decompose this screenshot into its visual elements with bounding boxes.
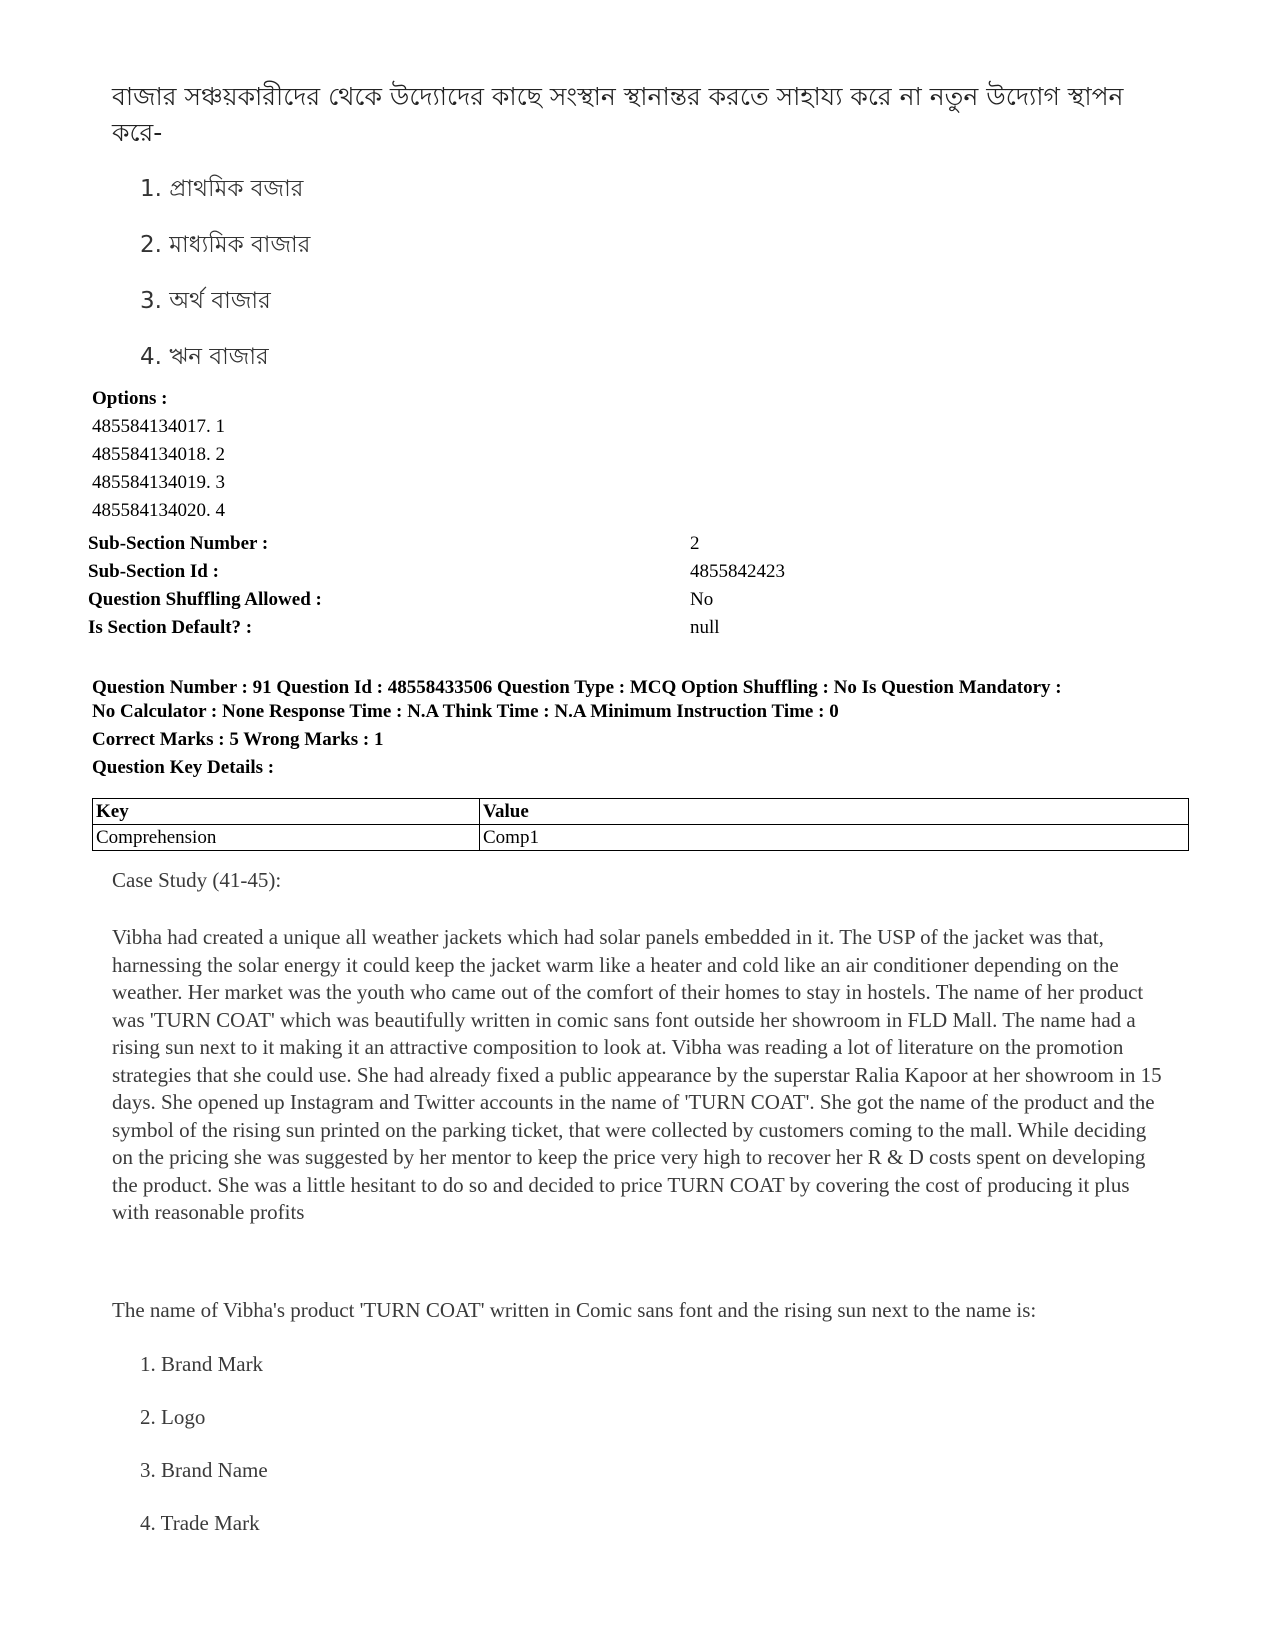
question-shuffling-label: Question Shuffling Allowed : — [88, 589, 322, 610]
option-id-3: 485584134019. 3 — [92, 472, 225, 493]
choice-1: 1. Brand Mark — [140, 1352, 264, 1376]
subsection-id-value: 4855842423 — [690, 561, 785, 582]
subsection-number-value: 2 — [690, 533, 700, 554]
question-header-line2: No Calculator : None Response Time : N.A Think Time : N.A Minimum Instruction Time : 0 — [92, 701, 839, 722]
case-study-text: Vibha had created a unique all weather jackets which had solar panels embedded in it. The USP of the jacket was that, harnessing the solar energy it could keep the jacket warm like a heater and cold like an air conditioner depending on the weather. Her market was the youth who came out of the comfort of their homes to stay in hostels. The name of her product was 'TURN COAT' which was beautifully written in comic sans font outside her showroom in FLD Mall. The name had a rising sun next to it making it an attractive composition to look at. Vibha was reading a lot of literature on the promotion strategies that she could use. She had already fixed a public appearance by the superstar Ralia Kapoor at her showroom in 15 days. She opened up Instagram and Twitter accounts in the name of 'TURN COAT'. She got the name of the product and the symbol of the rising sun printed on the parking ticket, that were collected by customers coming to the mall. While deciding on the pricing she was suggested by her mentor to keep the price very high to recover her R & D costs spent on developing the product. She was a little hesitant to do so and decided to price TURN COAT by covering the cost of producing it plus with reasonable profits — [112, 925, 1162, 1224]
section-default-label: Is Section Default? : — [88, 617, 253, 638]
prev-option-4: 4. ঋন বাজার — [140, 344, 269, 370]
prev-option-2: 2. মাধ্যমিক বাজার — [140, 232, 311, 258]
table-cell-value: Comp1 — [480, 825, 1189, 851]
section-default-value: null — [690, 617, 720, 638]
table-header-value: Value — [480, 799, 1189, 825]
subsection-number-label: Sub-Section Number : — [88, 533, 269, 554]
table-header-key: Key — [93, 799, 480, 825]
option-id-4: 485584134020. 4 — [92, 500, 225, 521]
question-prompt: The name of Vibha's product 'TURN COAT' written in Comic sans font and the rising sun next to the name is: — [112, 1298, 1037, 1322]
option-id-2: 485584134018. 2 — [92, 444, 225, 465]
options-label: Options : — [92, 388, 168, 409]
prev-option-3: 3. অর্থ বাজার — [140, 288, 271, 314]
choice-2: 2. Logo — [140, 1405, 206, 1429]
subsection-id-label: Sub-Section Id : — [88, 561, 219, 582]
table-header-row — [93, 799, 1189, 825]
question-shuffling-value: No — [690, 589, 714, 610]
table-cell-key: Comprehension — [93, 825, 480, 851]
prev-option-1: 1. প্রাথমিক বজার — [140, 176, 304, 202]
option-id-1: 485584134017. 1 — [92, 416, 225, 437]
question-header-line1: Question Number : 91 Question Id : 48558433506 Question Type : MCQ Option Shuffling : No Is Question Mandatory : — [92, 677, 1062, 698]
choice-3: 3. Brand Name — [140, 1458, 268, 1482]
question-key-details-label: Question Key Details : — [92, 757, 275, 778]
table-row — [93, 825, 1189, 851]
prev-question-text: বাজার সঞ্চয়কারীদের থেকে উদ্যোদের কাছে সংস্থান স্থানান্তর করতে সাহায্য করে না নতুন উদ্যোগ স্থাপন করে- — [112, 82, 1124, 147]
key-details-table — [92, 798, 1189, 851]
choice-4: 4. Trade Mark — [140, 1511, 260, 1535]
case-study-title: Case Study (41-45): — [112, 868, 282, 892]
question-marks: Correct Marks : 5 Wrong Marks : 1 — [92, 729, 384, 750]
